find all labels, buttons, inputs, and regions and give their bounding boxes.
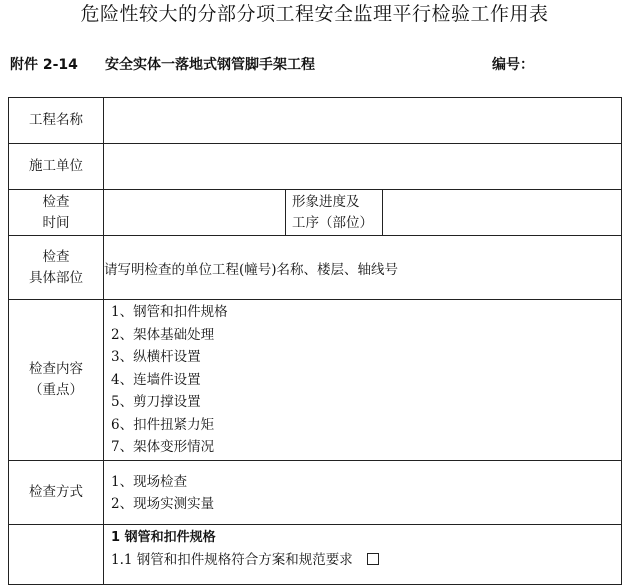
inspect-time-field[interactable] — [104, 190, 286, 236]
detail-label-cell — [9, 525, 104, 585]
content-item: 3、纵横杆设置 — [111, 349, 201, 366]
content-item: 6、扣件扭紧力矩 — [111, 416, 215, 433]
detail-section-title: 1 钢管和扣件规格 — [111, 530, 216, 545]
form-title: 安全实体一落地式钢管脚手架工程 — [105, 57, 315, 73]
content-label-line2: （重点） — [29, 382, 83, 398]
form-subtitle — [10, 55, 620, 75]
inspect-time-label-line1: 检查 — [42, 193, 70, 210]
location-label-line2: 具体部位 — [29, 269, 83, 286]
serial-number-label: 编号： — [492, 57, 534, 73]
document-title: 危险性较大的分部分项工程安全监理平行检验工作用表 — [80, 3, 549, 25]
method-label: 检查方式 — [9, 461, 104, 525]
content-label — [9, 300, 104, 461]
inspection-form-table — [8, 97, 622, 585]
detail-cell — [104, 525, 622, 585]
method-list — [104, 461, 622, 525]
detail-check-line — [104, 549, 621, 571]
content-item: 1、钢管和扣件规格 — [111, 303, 228, 320]
inspect-time-label — [9, 190, 104, 236]
progress-label — [286, 190, 383, 236]
content-label-line1: 检查内容 — [29, 361, 83, 377]
progress-field[interactable] — [383, 190, 622, 236]
inspect-time-label-line2: 时间 — [42, 214, 70, 231]
progress-label-line1: 形象进度及 — [292, 193, 360, 210]
row-method — [9, 461, 622, 525]
contractor-field[interactable] — [104, 144, 622, 190]
project-name-label: 工程名称 — [9, 98, 104, 144]
row-content — [9, 300, 622, 461]
checkbox[interactable] — [367, 553, 379, 565]
project-name-field[interactable] — [104, 98, 622, 144]
method-item: 1、现场检查 — [111, 473, 188, 490]
row-contractor — [9, 144, 622, 190]
row-detail — [9, 525, 622, 585]
method-item: 2、现场实测实量 — [111, 495, 215, 512]
progress-label-line2: 工序（部位） — [292, 214, 373, 231]
location-hint: 请写明检查的单位工程(幢号)名称、楼层、轴线号 — [104, 261, 399, 278]
location-label — [9, 236, 104, 300]
detail-item-text: 1.1 钢管和扣件规格符合方案和规范要求 — [111, 552, 353, 568]
row-location — [9, 236, 622, 300]
contractor-label: 施工单位 — [9, 144, 104, 190]
content-item: 5、剪刀撑设置 — [111, 394, 201, 411]
content-item: 2、架体基础处理 — [111, 326, 215, 343]
row-project-name — [9, 98, 622, 144]
content-list — [104, 300, 622, 461]
attachment-number: 附件 2-14 — [10, 57, 78, 73]
content-item: 4、连墙件设置 — [111, 371, 201, 388]
location-field[interactable] — [104, 236, 622, 300]
location-label-line1: 检查 — [42, 248, 70, 265]
content-item: 7、架体变形情况 — [111, 439, 215, 456]
row-inspect-time — [9, 190, 622, 236]
